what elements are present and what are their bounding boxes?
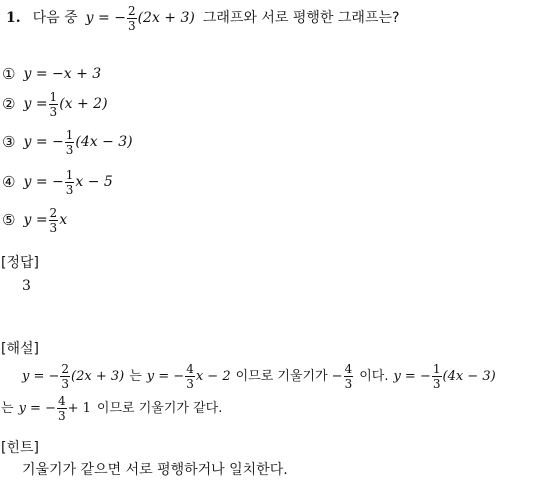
exp-e-rest: + 1 [67, 400, 91, 416]
choice-2-lhs: y = [23, 96, 48, 112]
choice-3[interactable] [2, 124, 133, 160]
exp-e-num: 4 [57, 393, 66, 408]
choice-4-rest: x − 5 [75, 174, 113, 190]
exp-d-rest: (4x − 3) [442, 368, 496, 384]
exp-t1: 는 [129, 368, 142, 384]
choice-3-frac-num: 1 [65, 127, 74, 142]
exp-b-fraction [185, 362, 195, 391]
choice-3-fraction [65, 128, 75, 157]
choice-5-rest: x [59, 212, 68, 228]
exp-c-num: 4 [344, 361, 353, 376]
exp-e-den: 3 [57, 408, 66, 423]
explanation-label: [해설] [1, 341, 39, 357]
exp-b-rest: x − 2 [195, 368, 231, 384]
choice-5-frac-den: 3 [49, 220, 58, 235]
exp-a-num: 2 [61, 361, 70, 376]
question-text-after: 그래프와 서로 평행한 그래프는? [202, 10, 400, 26]
exp-a-lhs: y = − [22, 368, 60, 384]
choice-1-mark: ① [2, 64, 16, 83]
choice-2-mark: ② [2, 94, 16, 113]
exp-e-fraction [57, 394, 67, 423]
exp-d-den: 3 [432, 376, 441, 391]
question-number: 1. [6, 10, 21, 26]
exp-t3: 이다. [359, 368, 389, 384]
question-eq-lhs: y = − [85, 10, 126, 26]
explanation-line-2 [1, 390, 222, 426]
choice-3-mark: ③ [2, 132, 16, 151]
exp-b-num: 4 [186, 361, 194, 376]
exp-l2-t2: 이므로 기울기가 같다. [96, 400, 223, 416]
exp-b-den: 3 [186, 376, 194, 391]
choice-2-rest: (x + 2) [59, 96, 108, 112]
choice-2-frac-num: 1 [49, 89, 58, 104]
exp-c-den: 3 [344, 376, 353, 391]
exp-e-lhs: y = − [18, 400, 56, 416]
choice-3-lhs: y = − [23, 134, 64, 150]
choice-2-fraction [49, 90, 59, 119]
exp-d-num: 1 [432, 361, 441, 376]
choice-4[interactable] [2, 164, 113, 200]
choice-5[interactable] [2, 202, 67, 238]
question-text-before: 다음 중 [32, 10, 78, 26]
choice-4-mark: ④ [2, 172, 16, 191]
choice-5-frac-num: 2 [49, 205, 58, 220]
question-fraction [127, 4, 137, 33]
question-frac-num: 2 [127, 3, 136, 18]
choice-5-lhs: y = [23, 212, 48, 228]
choice-1[interactable] [2, 64, 101, 84]
choice-5-mark: ⑤ [2, 210, 16, 229]
choice-5-fraction [49, 206, 59, 235]
question-frac-den: 3 [127, 18, 136, 33]
hint-label: [힌트] [1, 440, 39, 456]
exp-b-lhs: y = − [146, 368, 185, 384]
choice-2-frac-den: 3 [49, 104, 58, 119]
question-eq-rest: (2x + 3) [137, 10, 195, 26]
explanation-line-1 [22, 358, 496, 394]
answer-value: 3 [22, 278, 31, 294]
hint-text: 기울기가 같으면 서로 평행하거나 일치한다. [22, 462, 288, 478]
exp-d-fraction [432, 362, 442, 391]
question [6, 3, 399, 33]
exp-a-fraction [60, 362, 70, 391]
exp-l2-t1: 는 [1, 400, 14, 416]
choice-3-rest: (4x − 3) [75, 134, 133, 150]
exp-c-sign: − [331, 368, 343, 384]
choice-4-fraction [65, 168, 75, 197]
answer-label: [정답] [1, 255, 39, 271]
choice-1-eq: y = −x + 3 [23, 66, 102, 82]
exp-d-lhs: y = − [393, 368, 431, 384]
exp-c-fraction [344, 362, 354, 391]
choice-4-lhs: y = − [23, 174, 64, 190]
exp-a-rest: (2x + 3) [71, 368, 125, 384]
exp-a-den: 3 [61, 376, 70, 391]
choice-2[interactable] [2, 88, 108, 120]
exp-t2: 이므로 기울기가 [235, 368, 328, 384]
choice-4-frac-num: 1 [65, 167, 74, 182]
choice-4-frac-den: 3 [65, 182, 74, 197]
choice-3-frac-den: 3 [65, 142, 74, 157]
